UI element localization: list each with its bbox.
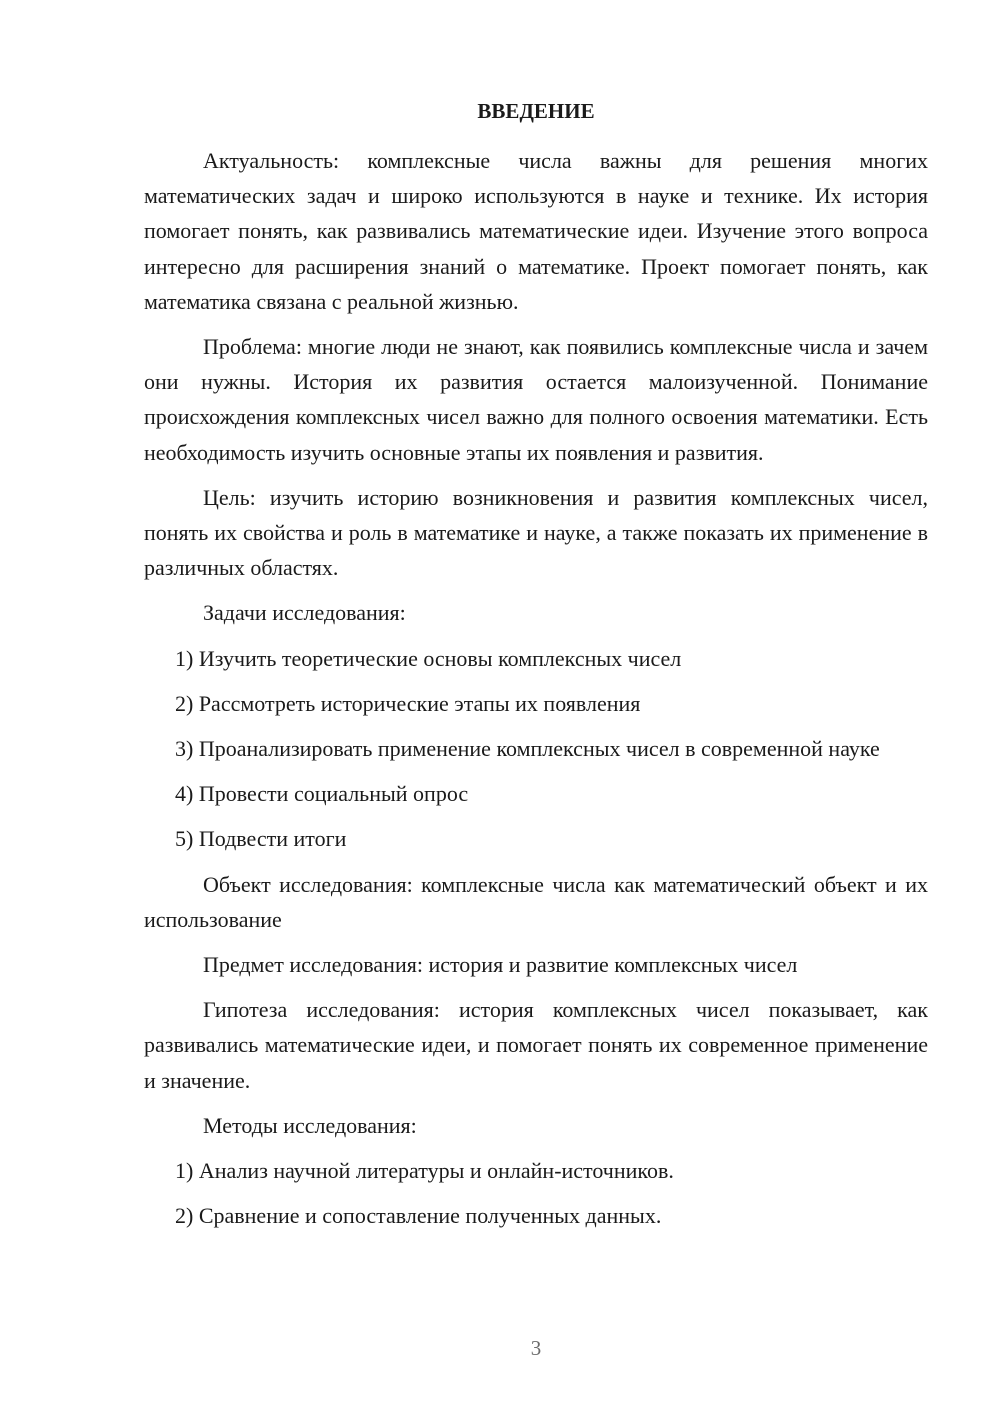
goal-paragraph: Цель: изучить историю возникновения и развития комплексных чисел, понять их свойства и роль в математике и науке, а также показать их применение в различных областях.: [144, 484, 928, 581]
relevance-paragraph: Актуальность: комплексные числа важны для решения многих математических задач и широко используются в науке и технике. Их история помогает понять, как развивались математические идеи. Изучение этого вопроса интересно для расширения знаний о математике. Проект помогает понять, как математика связана с реальной жизнью.: [144, 148, 928, 314]
hypothesis-paragraph: Гипотеза исследования: история комплексных чисел показывает, как развивались математические идеи, и помогает понять их современное применение и значение.: [144, 997, 928, 1093]
task-item: 1) Изучить теоретические основы комплексных чисел: [175, 645, 682, 671]
methods-heading: Методы исследования:: [203, 1112, 417, 1138]
page-number: 3: [530, 1336, 542, 1360]
task-item: 4) Провести социальный опрос: [175, 781, 469, 807]
task-item: 3) Проанализировать применение комплексных чисел в современной науке: [175, 736, 880, 762]
page-title: ВВЕДЕНИЕ: [477, 99, 595, 123]
task-item: 5) Подвести итоги: [175, 826, 347, 852]
task-item: 2) Рассмотреть исторические этапы их появления: [175, 690, 641, 716]
method-item: 1) Анализ научной литературы и онлайн-источников.: [175, 1158, 674, 1184]
object-paragraph: Объект исследования: комплексные числа как математический объект и их использование: [144, 871, 928, 932]
method-item: 2) Сравнение и сопоставление полученных данных.: [175, 1203, 662, 1229]
subject-paragraph: Предмет исследования: история и развитие комплексных чисел: [203, 952, 798, 978]
problem-paragraph: Проблема: многие люди не знают, как появились комплексные числа и зачем они нужны. История их развития остается малоизученной. Понимание происхождения комплексных чисел важно для полного освоения математики. Есть необходимость изучить основные этапы их появления и развития.: [144, 334, 928, 465]
document-body: [144, 143, 928, 1233]
tasks-heading: Задачи исследования:: [203, 600, 406, 626]
